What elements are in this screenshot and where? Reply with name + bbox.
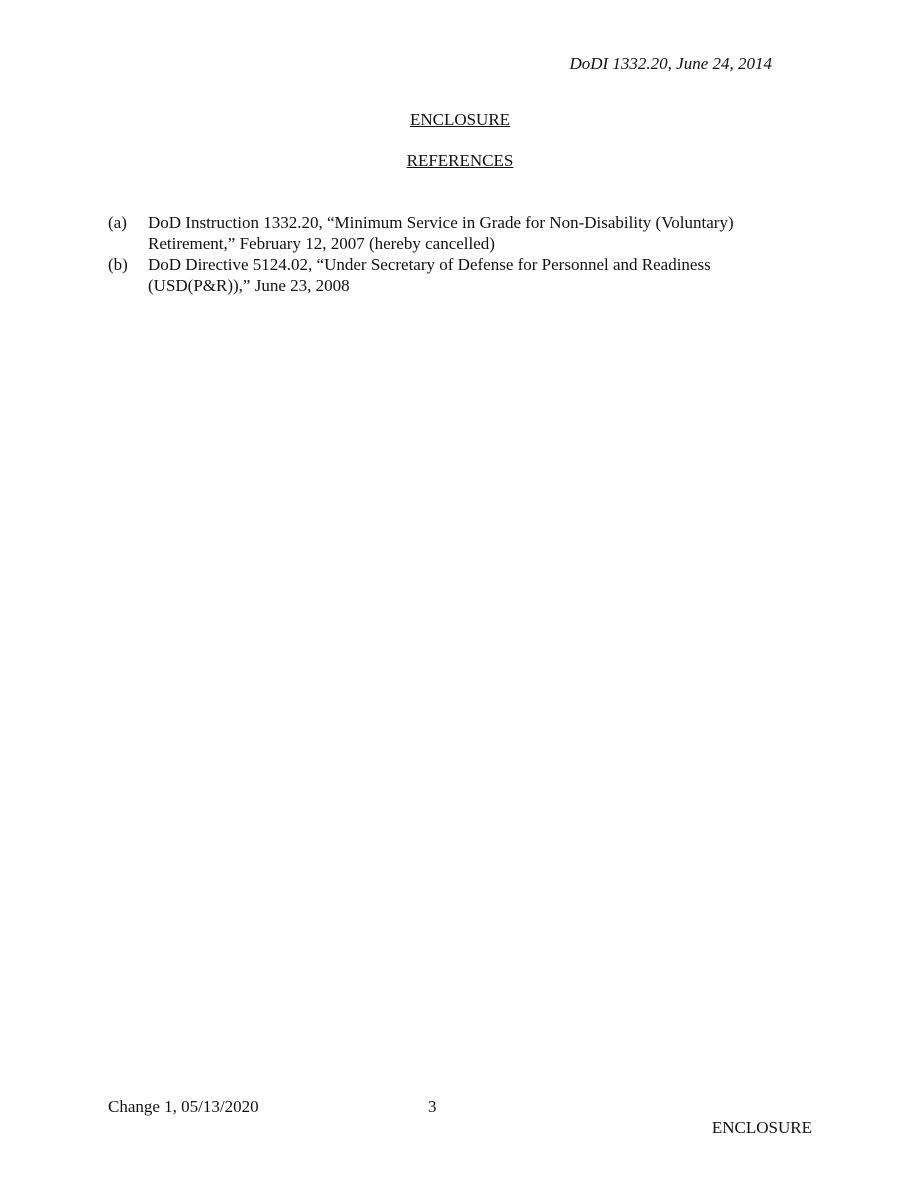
reference-marker: (a) xyxy=(108,213,127,232)
references-list xyxy=(108,212,808,296)
reference-marker: (b) xyxy=(108,255,128,274)
reference-item-b xyxy=(108,254,808,296)
footer-page-number: 3 xyxy=(428,1097,437,1116)
footer-section-label: ENCLOSURE xyxy=(711,1118,812,1137)
running-header: DoDI 1332.20, June 24, 2014 xyxy=(569,54,772,73)
reference-text-line: Retirement,” February 12, 2007 (hereby cancelled) xyxy=(148,234,495,253)
reference-text-line: (USD(P&R)),” June 23, 2008 xyxy=(148,276,350,295)
footer-change-notice: Change 1, 05/13/2020 xyxy=(108,1097,259,1116)
enclosure-heading: ENCLOSURE xyxy=(409,110,511,129)
reference-item-a xyxy=(108,212,808,254)
reference-text-line: DoD Instruction 1332.20, “Minimum Service in Grade for Non-Disability (Voluntary) xyxy=(148,213,734,232)
references-heading: REFERENCES xyxy=(406,151,514,170)
reference-text-line: DoD Directive 5124.02, “Under Secretary of Defense for Personnel and Readiness xyxy=(148,255,711,274)
